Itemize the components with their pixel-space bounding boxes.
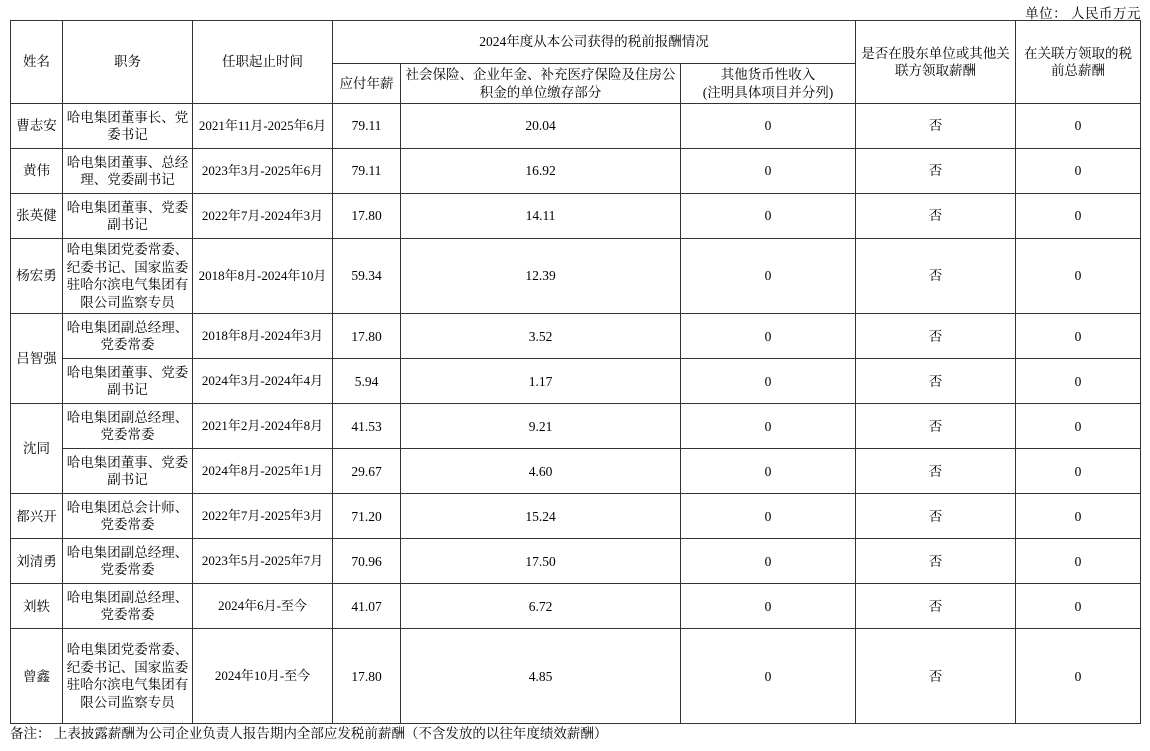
cell-other-income: 0 — [681, 149, 856, 194]
cell-related-total: 0 — [1016, 494, 1141, 539]
cell-tenure: 2023年5月-2025年7月 — [193, 539, 333, 584]
cell-insurance: 12.39 — [401, 239, 681, 314]
cell-salary: 17.80 — [333, 314, 401, 359]
cell-position: 哈电集团党委常委、纪委书记、国家监委驻哈尔滨电气集团有限公司监察专员 — [63, 239, 193, 314]
col-header-comp-group: 2024年度从本公司获得的税前报酬情况 — [333, 21, 856, 64]
cell-insurance: 9.21 — [401, 404, 681, 449]
cell-related-total: 0 — [1016, 104, 1141, 149]
cell-salary: 17.80 — [333, 194, 401, 239]
col-header-insurance: 社会保险、企业年金、补充医疗保险及住房公积金的单位缴存部分 — [401, 64, 681, 104]
table-row — [11, 449, 1141, 494]
col-header-other-income-line1: 其他货币性收入 — [720, 67, 816, 82]
cell-insurance: 20.04 — [401, 104, 681, 149]
col-header-position: 职务 — [63, 21, 193, 104]
cell-salary: 5.94 — [333, 359, 401, 404]
cell-insurance: 6.72 — [401, 584, 681, 629]
cell-other-income: 0 — [681, 314, 856, 359]
cell-other-income: 0 — [681, 539, 856, 584]
cell-tenure: 2024年10月-至今 — [193, 629, 333, 724]
col-header-name: 姓名 — [11, 21, 63, 104]
cell-related-total: 0 — [1016, 149, 1141, 194]
cell-related-paid: 否 — [856, 449, 1016, 494]
cell-insurance: 4.85 — [401, 629, 681, 724]
table-row — [11, 404, 1141, 449]
cell-tenure: 2021年11月-2025年6月 — [193, 104, 333, 149]
cell-other-income: 0 — [681, 449, 856, 494]
header-row-group — [11, 21, 1141, 64]
cell-position: 哈电集团副总经理、党委常委 — [63, 404, 193, 449]
cell-insurance: 17.50 — [401, 539, 681, 584]
cell-name: 曹志安 — [11, 104, 63, 149]
cell-position: 哈电集团董事、党委副书记 — [63, 194, 193, 239]
cell-other-income: 0 — [681, 404, 856, 449]
cell-insurance: 16.92 — [401, 149, 681, 194]
cell-position: 哈电集团董事长、党委书记 — [63, 104, 193, 149]
cell-insurance: 1.17 — [401, 359, 681, 404]
cell-name: 刘轶 — [11, 584, 63, 629]
col-header-related-paid: 是否在股东单位或其他关联方领取薪酬 — [856, 21, 1016, 104]
cell-related-total: 0 — [1016, 449, 1141, 494]
table-row — [11, 194, 1141, 239]
cell-related-paid: 否 — [856, 629, 1016, 724]
cell-tenure: 2022年7月-2024年3月 — [193, 194, 333, 239]
cell-tenure: 2023年3月-2025年6月 — [193, 149, 333, 194]
cell-name: 张英健 — [11, 194, 63, 239]
cell-related-paid: 否 — [856, 239, 1016, 314]
cell-related-total: 0 — [1016, 584, 1141, 629]
col-header-other-income-line2: (注明具体项目并分列) — [702, 84, 834, 100]
cell-related-paid: 否 — [856, 194, 1016, 239]
cell-name: 黄伟 — [11, 149, 63, 194]
cell-tenure: 2024年3月-2024年4月 — [193, 359, 333, 404]
col-header-related-total: 在关联方领取的税前总薪酬 — [1016, 21, 1141, 104]
cell-salary: 79.11 — [333, 149, 401, 194]
compensation-table — [10, 20, 1141, 724]
cell-insurance: 4.60 — [401, 449, 681, 494]
cell-other-income: 0 — [681, 494, 856, 539]
cell-tenure: 2024年6月-至今 — [193, 584, 333, 629]
cell-tenure: 2018年8月-2024年3月 — [193, 314, 333, 359]
col-header-salary: 应付年薪 — [333, 64, 401, 104]
cell-related-paid: 否 — [856, 404, 1016, 449]
cell-salary: 41.53 — [333, 404, 401, 449]
unit-label: 单位： 人民币万元 — [1025, 6, 1141, 21]
cell-related-total: 0 — [1016, 314, 1141, 359]
cell-other-income: 0 — [681, 629, 856, 724]
cell-related-paid: 否 — [856, 104, 1016, 149]
cell-insurance: 14.11 — [401, 194, 681, 239]
table-row — [11, 314, 1141, 359]
table-row — [11, 239, 1141, 314]
col-header-tenure: 任职起止时间 — [193, 21, 333, 104]
cell-insurance: 3.52 — [401, 314, 681, 359]
cell-position: 哈电集团董事、总经理、党委副书记 — [63, 149, 193, 194]
cell-salary: 70.96 — [333, 539, 401, 584]
cell-salary: 41.07 — [333, 584, 401, 629]
cell-other-income: 0 — [681, 239, 856, 314]
cell-salary: 17.80 — [333, 629, 401, 724]
cell-related-total: 0 — [1016, 194, 1141, 239]
cell-name: 沈同 — [11, 404, 63, 494]
cell-other-income: 0 — [681, 104, 856, 149]
cell-position: 哈电集团党委常委、纪委书记、国家监委驻哈尔滨电气集团有限公司监察专员 — [63, 629, 193, 724]
cell-related-total: 0 — [1016, 239, 1141, 314]
cell-salary: 71.20 — [333, 494, 401, 539]
cell-related-paid: 否 — [856, 359, 1016, 404]
cell-position: 哈电集团总会计师、党委常委 — [63, 494, 193, 539]
cell-name: 吕智强 — [11, 314, 63, 404]
cell-name: 刘清勇 — [11, 539, 63, 584]
cell-position: 哈电集团董事、党委副书记 — [63, 359, 193, 404]
cell-name: 杨宏勇 — [11, 239, 63, 314]
cell-related-paid: 否 — [856, 494, 1016, 539]
cell-related-total: 0 — [1016, 404, 1141, 449]
cell-related-paid: 否 — [856, 314, 1016, 359]
footnote: 备注： 上表披露薪酬为公司企业负责人报告期内全部应发税前薪酬（不含发放的以往年度绩效薪酬） — [10, 726, 608, 741]
table-row — [11, 584, 1141, 629]
cell-insurance: 15.24 — [401, 494, 681, 539]
cell-other-income: 0 — [681, 359, 856, 404]
table-row — [11, 629, 1141, 724]
col-header-other-income — [681, 64, 856, 104]
cell-related-total: 0 — [1016, 359, 1141, 404]
cell-salary: 29.67 — [333, 449, 401, 494]
cell-tenure: 2018年8月-2024年10月 — [193, 239, 333, 314]
cell-related-paid: 否 — [856, 149, 1016, 194]
cell-tenure: 2022年7月-2025年3月 — [193, 494, 333, 539]
table-row — [11, 149, 1141, 194]
cell-other-income: 0 — [681, 584, 856, 629]
table-row — [11, 494, 1141, 539]
cell-position: 哈电集团副总经理、党委常委 — [63, 539, 193, 584]
cell-position: 哈电集团副总经理、党委常委 — [63, 584, 193, 629]
table-row — [11, 359, 1141, 404]
cell-related-total: 0 — [1016, 539, 1141, 584]
table-row — [11, 539, 1141, 584]
cell-other-income: 0 — [681, 194, 856, 239]
cell-salary: 59.34 — [333, 239, 401, 314]
cell-related-paid: 否 — [856, 584, 1016, 629]
cell-name: 都兴开 — [11, 494, 63, 539]
cell-name: 曾鑫 — [11, 629, 63, 724]
cell-related-total: 0 — [1016, 629, 1141, 724]
cell-tenure: 2024年8月-2025年1月 — [193, 449, 333, 494]
cell-position: 哈电集团副总经理、党委常委 — [63, 314, 193, 359]
table-row — [11, 104, 1141, 149]
cell-position: 哈电集团董事、党委副书记 — [63, 449, 193, 494]
cell-tenure: 2021年2月-2024年8月 — [193, 404, 333, 449]
cell-salary: 79.11 — [333, 104, 401, 149]
cell-related-paid: 否 — [856, 539, 1016, 584]
